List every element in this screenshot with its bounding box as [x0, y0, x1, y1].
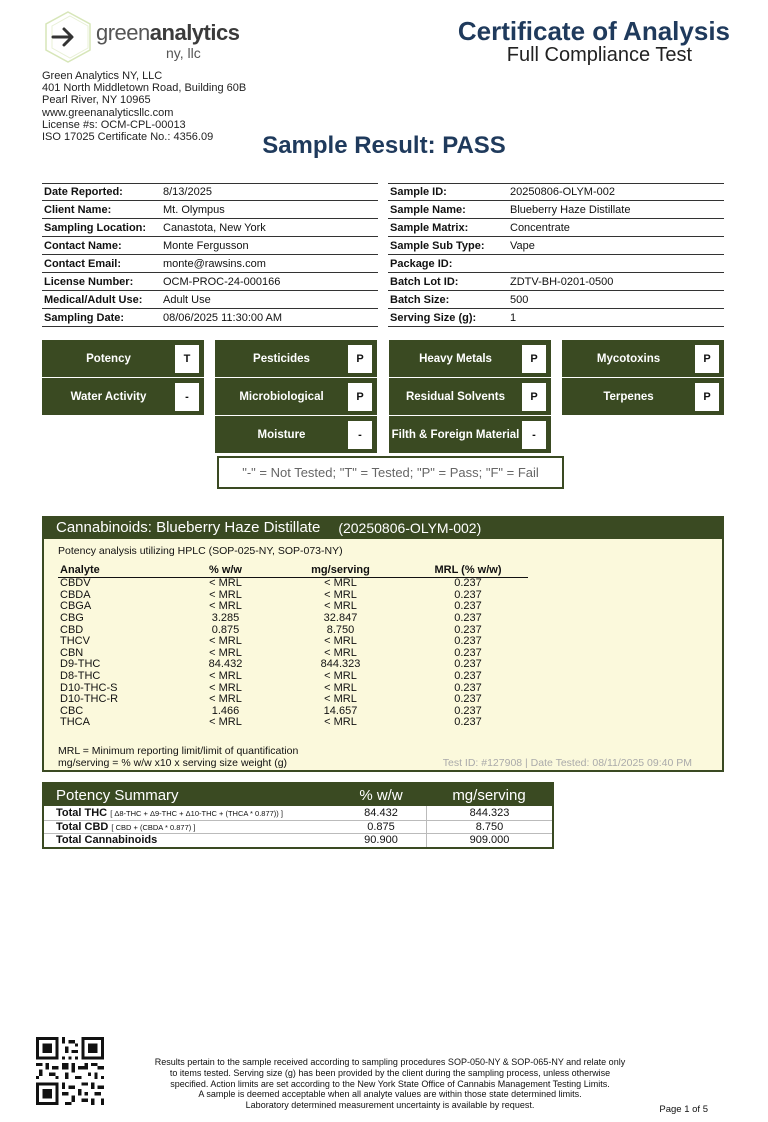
disclaimer-line: specified. Action limits are set according to the New York State Office of Cannabis Management Testing Limits. — [170, 1078, 610, 1089]
info-value: Canastota, New York — [163, 221, 266, 234]
mrl: 0.237 — [454, 577, 482, 590]
table-row — [58, 659, 528, 671]
info-label: Medical/Adult Use: — [44, 293, 143, 306]
test-name: Heavy Metals — [419, 352, 492, 365]
test-name: Filth & Foreign Material — [391, 428, 520, 441]
pct-ww: < MRL — [209, 635, 242, 648]
mrl-note: MRL = Minimum reporting limit/limit of quantification — [58, 745, 299, 757]
info-value: 1 — [510, 311, 517, 324]
test-tile-heavy-metals — [389, 340, 551, 377]
mg-serving: 32.847 — [323, 612, 358, 625]
pct-ww: < MRL — [209, 646, 242, 659]
test-name: Potency — [86, 352, 131, 365]
document-subtitle: Full Compliance Test — [506, 44, 692, 66]
test-name: Pesticides — [253, 352, 310, 365]
info-row — [42, 309, 378, 327]
pct-ww: < MRL — [209, 588, 242, 601]
info-value: Monte Fergusson — [163, 239, 249, 252]
table-row — [44, 833, 552, 847]
test-tile-moisture — [215, 416, 377, 453]
test-result: T — [175, 345, 199, 373]
info-value: Concentrate — [510, 221, 570, 234]
table-row — [44, 820, 552, 834]
result-legend: "-" = Not Tested; "T" = Tested; "P" = Pass; "F" = Fail — [217, 456, 564, 489]
mrl: 0.237 — [454, 716, 482, 729]
info-value: Adult Use — [163, 293, 211, 306]
column-header: % w/w — [208, 563, 242, 576]
address-line: ISO 17025 Certificate No.: 4356.09 — [42, 131, 214, 144]
column-header: MRL (% w/w) — [434, 563, 502, 576]
pct-ww: 3.285 — [211, 612, 240, 625]
summary-formula: [ CBD + (CBDA * 0.877) ] — [111, 822, 196, 832]
logo-subtitle: ny, llc — [166, 45, 201, 61]
info-row — [388, 273, 724, 291]
pct-ww: < MRL — [209, 681, 242, 694]
info-value: ZDTV-BH-0201-0500 — [510, 275, 614, 288]
cannabinoids-header — [42, 516, 724, 539]
analyte: THCA — [60, 716, 90, 729]
test-result: P — [522, 383, 546, 411]
info-label: Sampling Location: — [44, 221, 147, 234]
info-row — [388, 201, 724, 219]
potency-method: Potency analysis utilizing HPLC (SOP-025-NY, SOP-073-NY) — [58, 545, 343, 557]
info-value: 08/06/2025 11:30:00 AM — [163, 311, 283, 324]
table-row — [58, 706, 528, 718]
test-id-date: Test ID: #127908 | Date Tested: 08/11/2025 09:40 PM — [442, 757, 692, 769]
info-row — [388, 219, 724, 237]
test-result: P — [695, 345, 719, 373]
test-tile-terpenes — [562, 378, 724, 415]
table-row — [58, 636, 528, 648]
address-line: 401 North Middletown Road, Building 60B — [42, 82, 247, 95]
summary-label: Total CBD [ CBD + (CBDA * 0.877) ] — [56, 820, 196, 833]
test-name: Residual Solvents — [405, 390, 506, 403]
info-row — [42, 201, 378, 219]
hexagon-arrow-icon — [40, 8, 96, 66]
info-row — [42, 273, 378, 291]
table-row — [58, 682, 528, 694]
test-result: - — [522, 421, 546, 449]
test-result: P — [348, 383, 372, 411]
mrl: 0.237 — [454, 670, 482, 683]
info-label: Sample Sub Type: — [390, 239, 485, 252]
pct-ww: 1.466 — [211, 704, 240, 717]
info-label: Sample Name: — [390, 203, 466, 216]
summary-pct: 84.432 — [364, 806, 398, 819]
mg-serving: < MRL — [324, 588, 357, 601]
table-header-row — [58, 562, 528, 578]
disclaimer-line: A sample is deemed acceptable when all analyte values are within those state determined limits. — [198, 1089, 582, 1100]
summary-mg: 8.750 — [426, 821, 552, 834]
mg-serving: < MRL — [324, 681, 357, 694]
table-row — [58, 648, 528, 660]
disclaimer-line: Results pertain to the sample received according to sampling procedures SOP-050-NY & SOP-065-NY and relate only — [154, 1057, 626, 1067]
info-row — [388, 309, 724, 327]
analyte: D8-THC — [60, 670, 101, 683]
mrl: 0.237 — [454, 623, 482, 636]
test-tile-potency — [42, 340, 204, 377]
mg-serving: 8.750 — [326, 623, 355, 636]
document-title: Certificate of Analysis — [457, 16, 730, 46]
pct-ww: < MRL — [209, 577, 242, 590]
info-label: Contact Name: — [44, 239, 122, 252]
info-value: Mt. Olympus — [163, 203, 225, 216]
info-row — [42, 237, 378, 255]
page-number: Page 1 of 5 — [659, 1104, 708, 1115]
disclaimer-line: Laboratory determined measurement uncertainty is available by request. — [245, 1100, 535, 1111]
analyte: CBC — [60, 704, 84, 717]
cannabinoids-panel — [42, 539, 724, 772]
mrl: 0.237 — [454, 635, 482, 648]
analyte: CBN — [60, 646, 84, 659]
sample-info-table — [388, 183, 724, 327]
info-label: Serving Size (g): — [390, 311, 477, 324]
info-row — [388, 255, 724, 273]
table-row — [58, 717, 528, 729]
mg-serving: < MRL — [324, 635, 357, 648]
mg-serving: < MRL — [324, 716, 357, 729]
cannabinoids-title: Cannabinoids: Blueberry Haze Distillate — [56, 519, 321, 536]
pct-ww: < MRL — [209, 600, 242, 613]
test-tile-water-activity — [42, 378, 204, 415]
info-label: Date Reported: — [44, 186, 123, 198]
test-result: P — [522, 345, 546, 373]
test-tile-mycotoxins — [562, 340, 724, 377]
analyte: CBD — [60, 623, 84, 636]
test-name: Terpenes — [603, 390, 654, 403]
info-row — [42, 183, 378, 201]
pct-ww: < MRL — [209, 693, 242, 706]
info-label: Package ID: — [390, 257, 453, 270]
test-name: Water Activity — [70, 390, 147, 403]
test-tile-residual-solvents — [389, 378, 551, 415]
analyte: THCV — [60, 635, 90, 648]
info-value: 20250806-OLYM-002 — [510, 186, 615, 198]
table-row — [58, 624, 528, 636]
pct-ww: 0.875 — [211, 623, 240, 636]
summary-pct: 90.900 — [364, 834, 398, 847]
test-name: Moisture — [257, 428, 306, 441]
sample-result: Sample Result: PASS — [262, 132, 506, 159]
mrl: 0.237 — [454, 658, 482, 671]
column-header: mg/serving — [311, 563, 370, 576]
summary-formula: [ Δ8-THC + Δ9-THC + Δ10-THC + (THCA * 0.877)) ] — [110, 808, 283, 818]
mg-serving: < MRL — [324, 693, 357, 706]
analyte: D9-THC — [60, 658, 101, 671]
mg-serving: < MRL — [324, 646, 357, 659]
analyte: CBGA — [60, 600, 92, 613]
analyte: CBDV — [60, 577, 91, 590]
mg-serving: < MRL — [324, 600, 357, 613]
cannabinoids-sample-id: (20250806-OLYM-002) — [338, 519, 482, 536]
summary-label: Total THC [ Δ8-THC + Δ9-THC + Δ10-THC + (THCA * 0.877)) ] — [56, 806, 283, 819]
logo-wordmark: greenanalytics — [96, 20, 240, 45]
test-tile-microbiological — [215, 378, 377, 415]
info-label: Sampling Date: — [44, 311, 125, 324]
potency-summary-title: Potency Summary — [56, 786, 179, 804]
info-row — [42, 291, 378, 309]
mg-serving: < MRL — [324, 577, 357, 590]
info-row — [42, 219, 378, 237]
address-line: License #s: OCM-CPL-00013 — [42, 118, 186, 131]
info-row — [388, 237, 724, 255]
analyte: D10-THC-S — [60, 681, 118, 694]
disclaimer — [140, 1057, 640, 1111]
column-header: mg/serving — [452, 786, 526, 804]
test-tile-filth-foreign-material — [389, 416, 551, 453]
summary-mg: 844.323 — [426, 806, 552, 820]
summary-label: Total Cannabinoids — [56, 834, 158, 847]
info-label: Contact Email: — [44, 257, 122, 270]
mrl: 0.237 — [454, 646, 482, 659]
info-row — [42, 255, 378, 273]
potency-summary-header — [44, 784, 552, 806]
pct-ww: < MRL — [209, 716, 242, 729]
potency-summary-table — [42, 782, 554, 849]
column-header: Analyte — [60, 563, 100, 576]
mrl: 0.237 — [454, 612, 482, 625]
client-info-table — [42, 183, 378, 327]
test-name: Microbiological — [239, 390, 324, 403]
table-row — [58, 671, 528, 683]
table-row — [58, 590, 528, 602]
info-row — [388, 183, 724, 201]
test-result: P — [695, 383, 719, 411]
mrl: 0.237 — [454, 693, 482, 706]
column-header: % w/w — [359, 786, 403, 804]
info-row — [388, 291, 724, 309]
qr-code-icon[interactable] — [36, 1037, 104, 1105]
test-name: Mycotoxins — [596, 352, 661, 365]
table-row — [58, 578, 528, 590]
analyte: CBDA — [60, 588, 91, 601]
info-label: Sample Matrix: — [390, 221, 469, 234]
test-tile-pesticides — [215, 340, 377, 377]
summary-mg: 909.000 — [426, 834, 552, 847]
info-value: 500 — [510, 293, 529, 306]
info-label: Client Name: — [44, 203, 112, 216]
mg-serving: 14.657 — [323, 704, 358, 717]
address-line: Green Analytics NY, LLC — [42, 70, 163, 82]
contact-email-link[interactable]: monte@rawsins.com — [163, 257, 266, 270]
mrl: 0.237 — [454, 600, 482, 613]
table-row — [44, 806, 552, 820]
summary-pct: 0.875 — [367, 820, 395, 833]
pct-ww: 84.432 — [208, 658, 243, 671]
analyte: CBG — [60, 612, 84, 625]
info-label: Sample ID: — [390, 186, 447, 198]
table-row — [58, 694, 528, 706]
info-value: OCM-PROC-24-000166 — [163, 275, 281, 288]
info-label: License Number: — [44, 275, 134, 288]
info-label: Batch Size: — [390, 293, 450, 306]
test-result: - — [348, 421, 372, 449]
mrl: 0.237 — [454, 588, 482, 601]
serving-note: mg/serving = % w/w x10 x serving size weight (g) — [58, 757, 288, 769]
address-line: Pearl River, NY 10965 — [42, 94, 151, 107]
mrl: 0.237 — [454, 704, 482, 717]
test-result: P — [348, 345, 372, 373]
table-row — [58, 613, 528, 625]
info-value: 8/13/2025 — [163, 186, 212, 198]
info-label: Batch Lot ID: — [390, 275, 459, 288]
mg-serving: 844.323 — [320, 658, 361, 671]
mg-serving: < MRL — [324, 670, 357, 683]
info-value: Blueberry Haze Distillate — [510, 203, 631, 216]
table-row — [58, 601, 528, 613]
website-link[interactable]: www.greenanalyticsllc.com — [42, 106, 174, 119]
mrl: 0.237 — [454, 681, 482, 694]
info-value: Vape — [510, 239, 535, 252]
pct-ww: < MRL — [209, 670, 242, 683]
cannabinoids-table — [58, 562, 528, 729]
test-result: - — [175, 383, 199, 411]
company-logo — [40, 8, 255, 66]
mrl-notes — [58, 745, 298, 769]
disclaimer-line: to items tested. Serving size (g) has been provided by the client during the sampling process, unless otherwise — [169, 1067, 611, 1078]
analyte: D10-THC-R — [60, 693, 119, 706]
